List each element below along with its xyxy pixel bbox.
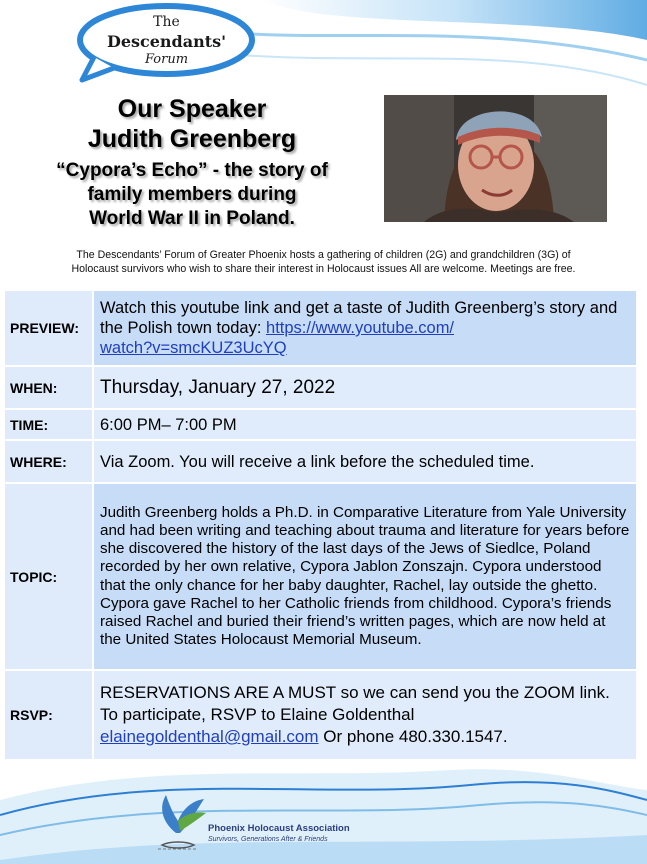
logo-line-forum: Forum <box>144 52 189 67</box>
heading-talk-subtitle-1: family members during <box>87 184 297 205</box>
value-when: Thursday, January 27, 2022 <box>94 367 636 408</box>
value-topic: Judith Greenberg holds a Ph.D. in Comparative Literature from Yale University and had been writing and teaching about trauma and literature for years before she discovered the history of the last days of the Jews of Siedlce, Poland recorded by her own relative, Cypora Jablon Zonszajn. Cypora understood that the only chance for her baby daughter, Rachel, lay outside the ghetto. Cypora gave Rachel to her Catholic friends from childhood. Cypora’s friends raised Rachel and buried their friend’s written pages, which are now held at the United States Holocaust Memorial Museum. <box>94 484 636 669</box>
value-time: 6:00 PM– 7:00 PM <box>94 410 636 439</box>
row-preview <box>5 291 636 365</box>
rsvp-email-link[interactable]: elainegoldenthal@gmail.com <box>100 727 319 746</box>
event-details-table <box>3 289 638 761</box>
value-preview <box>94 291 636 365</box>
phoenix-holocaust-association-logo <box>148 793 378 855</box>
heading-talk-title: “Cypora’s Echo” - the story of <box>56 160 328 181</box>
intro-line-2: Holocaust survivors who wish to share their interest in Holocaust issues All are welcome. Meetings are free. <box>71 263 576 275</box>
youtube-link[interactable]: https://www.youtube.com/ watch?v=smcKUZ3UcYQ <box>100 319 455 357</box>
label-where: WHERE: <box>5 441 92 482</box>
rsvp-phone: Or phone 480.330.1547. <box>318 727 508 746</box>
row-where <box>5 441 636 482</box>
descendants-forum-logo <box>74 2 259 84</box>
preview-text: Watch this youtube link and get a taste of Judith Greenberg’s story and the Polish town today: <box>100 299 618 337</box>
value-rsvp <box>94 671 636 759</box>
row-when <box>5 367 636 408</box>
footer-org-name: Phoenix Holocaust Association <box>208 823 350 834</box>
intro-paragraph <box>22 248 625 276</box>
heading-talk-subtitle-2: World War II in Poland. <box>89 208 295 229</box>
value-where: Via Zoom. You will receive a link before the scheduled time. <box>94 441 636 482</box>
label-time: TIME: <box>5 410 92 439</box>
logo-line-descendants: Descendants' <box>106 32 227 51</box>
row-time <box>5 410 636 439</box>
heading-our-speaker: Our Speaker <box>117 95 267 123</box>
speaker-photo <box>384 95 607 222</box>
label-when: WHEN: <box>5 367 92 408</box>
footer-org-tagline: Survivors, Generations After & Friends <box>208 836 328 843</box>
label-rsvp: RSVP: <box>5 671 92 759</box>
heading-speaker-name: Judith Greenberg <box>87 125 297 153</box>
rsvp-text: RESERVATIONS ARE A MUST so we can send you the ZOOM link. To participate, RSVP to Elaine Goldenthal <box>100 683 610 724</box>
intro-line-1: The Descendants’ Forum of Greater Phoenix hosts a gathering of children (2G) and grandchildren (3G) of <box>76 249 571 261</box>
label-preview: PREVIEW: <box>5 291 92 365</box>
dove-icon <box>148 793 208 855</box>
logo-line-the: The <box>153 14 180 30</box>
label-topic: TOPIC: <box>5 484 92 669</box>
row-rsvp <box>5 671 636 759</box>
row-topic <box>5 484 636 669</box>
